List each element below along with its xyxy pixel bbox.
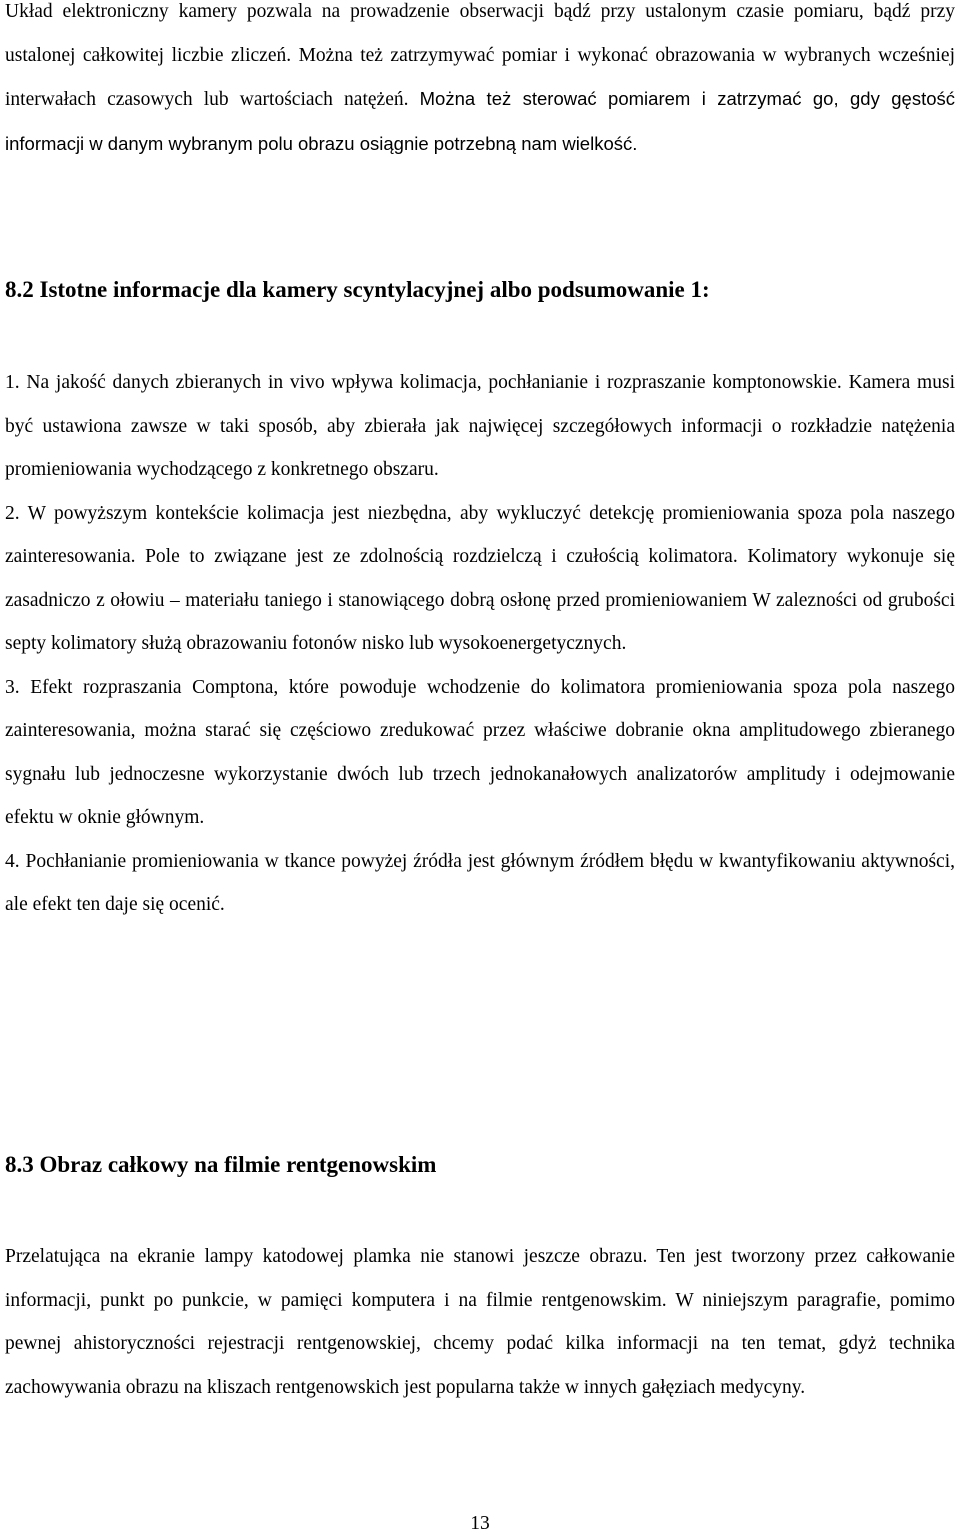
- section-heading-8-2: 8.2 Istotne informacje dla kamery scyntylacyjnej albo podsumowanie 1:: [5, 277, 710, 302]
- section-8-3-paragraph: Przelatująca na ekranie lampy katodowej plamka nie stanowi jeszcze obrazu. Ten jest tworzony przez całkowanie informacji, punkt po punkcie, w pamięci komputera i na filmie rentgenowskim. W niniejszym paragrafie, pomimo pewnej ahistoryczności rejestracji rentgenowskiej, chcemy podać kilka informacji na ten temat, gdyż technika zachowywania obrazu na kliszach rentgenowskich jest popularna także w innych gałęziach medycyny.: [5, 1246, 955, 1398]
- page-number: 13: [470, 1513, 490, 1534]
- list-item: 3. Efekt rozpraszania Comptona, które powoduje wchodzenie do kolimatora promieniowania spoza pola naszego zainteresowania, można starać się częściowo zredukować przez właściwe dobranie okna amplitudowego zbieranego sygnału lub jednoczesne wykorzystanie dwóch lub trzech jednokanałowych analizatorów amplitudy i odejmowanie efektu w oknie głównym.: [5, 676, 955, 828]
- section-heading-8-3: 8.3 Obraz całkowy na filmie rentgenowskim: [5, 1152, 437, 1177]
- intro-paragraph: [5, 0, 955, 166]
- section-8-3-body: [5, 1235, 955, 1409]
- intro-text-sans: Można też sterować pomiarem i zatrzymać go, gdy gęstość informacji w danym wybranym polu obrazu osiągnie potrzebną nam wielkość.: [5, 88, 955, 154]
- list-item: 2. W powyższym kontekście kolimacja jest niezbędna, aby wykluczyć detekcję promieniowania spoza pola naszego zainteresowania. Pole to związane jest ze zdolnością rozdzielczą i czułością kolimatora. Kolimatory wykonuje się zasadniczo z ołowiu – materiału taniego i stanowiącego dobrą osłonę przed promieniowaniem W zalezności od grubości septy kolimatory służą obrazowaniu fotonów nisko lub wysokoenergetycznych.: [5, 502, 955, 654]
- list-item: 1. Na jakość danych zbieranych in vivo wpływa kolimacja, pochłanianie i rozpraszanie komptonowskie. Kamera musi być ustawiona zawsze w taki sposób, aby zbierała jak najwięcej szczegółowych informacji o rozkładzie natężenia promieniowania wychodzącego z konkretnego obszaru.: [5, 372, 955, 480]
- intro-text-serif: Układ elektroniczny kamery pozwala na prowadzenie obserwacji bądź przy ustalonym czasie pomiaru, bądź przy ustalonej całkowitej liczbie zliczeń. Można też zatrzymywać pomiar i wykonać obrazowania w wybranych wcześniej interwałach czasowych lub wartościach natężeń.: [5, 1, 955, 110]
- summary-list: [5, 361, 955, 927]
- list-item: 4. Pochłanianie promieniowania w tkance powyżej źródła jest głównym źródłem błędu w kwantyfikowaniu aktywności, ale efekt ten daje się ocenić.: [5, 850, 955, 915]
